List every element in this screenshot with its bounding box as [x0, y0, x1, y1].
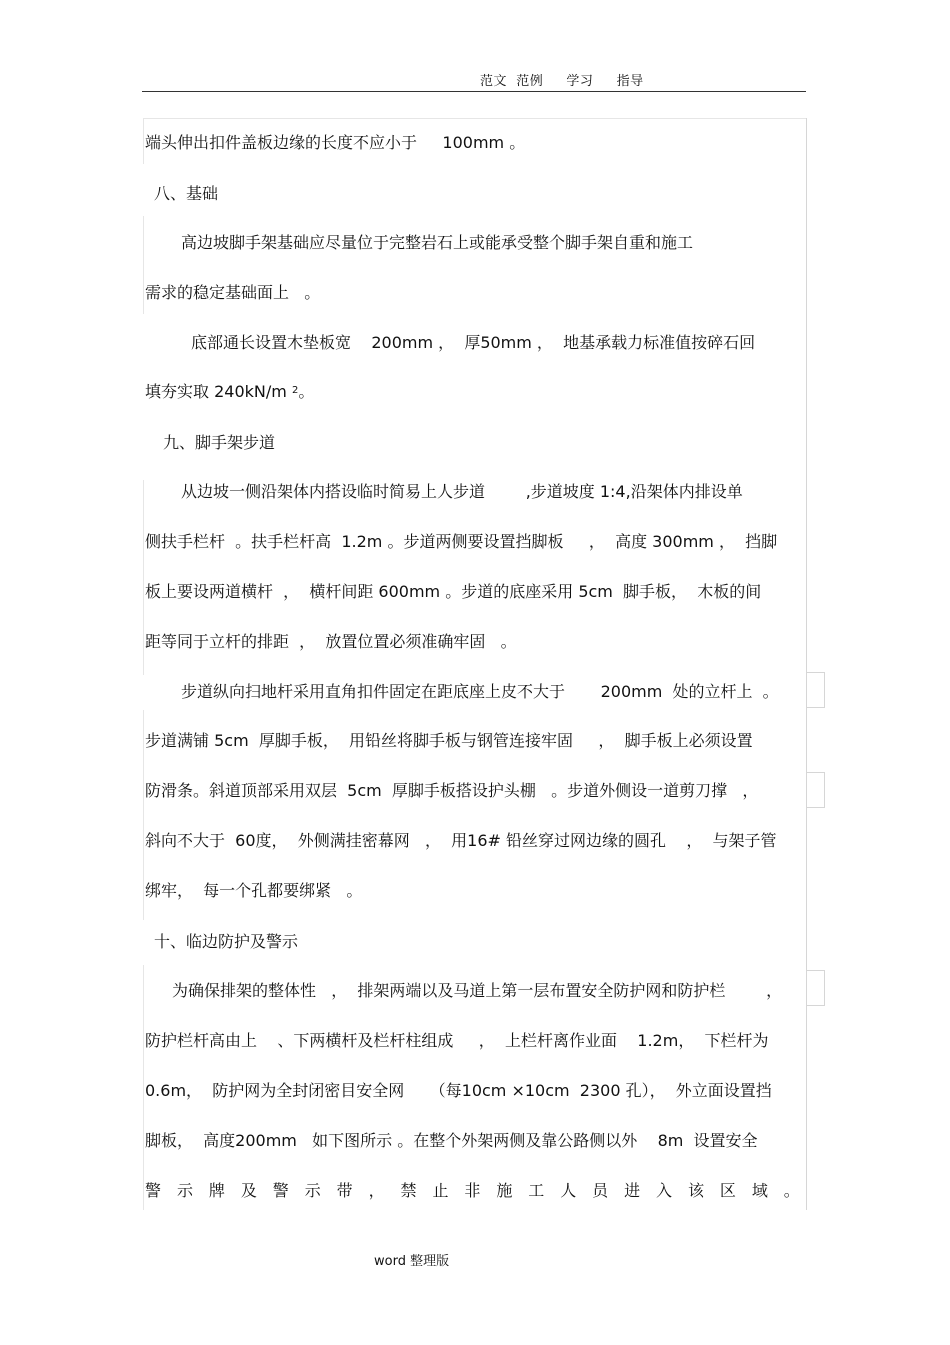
spaced-char: 非 — [464, 1181, 481, 1200]
frame-left-border — [143, 118, 144, 164]
frame-right-border — [806, 118, 807, 1210]
spaced-char: 区 — [719, 1181, 736, 1200]
body-line: 需求的稳定基础面上 。 — [145, 283, 321, 302]
body-line: 防滑条。斜道顶部采用双层 5cm 厚脚手板搭设护头棚 。步道外侧设一道剪刀撑 ， — [145, 781, 759, 800]
spaced-char: 。 — [783, 1181, 800, 1200]
body-line: 脚板， 高度200mm 如下图所示 。在整个外架两侧及靠公路侧以外 8m 设置安全 — [145, 1131, 758, 1150]
body-line: 0.6m， 防护网为全封闭密目安全网 （每10cm ×10cm 2300 孔）， 外立面设置挡 — [145, 1081, 772, 1100]
header-rule — [142, 91, 806, 92]
body-line: 斜向不大于 60度， 外侧满挂密幕网 ， 用16# 铅丝穿过网边缘的圆孔 ， 与架子管 — [145, 831, 777, 850]
spaced-char: 带 — [336, 1181, 353, 1200]
spaced-char: 该 — [687, 1181, 704, 1200]
body-line: 高边坡脚手架基础应尽量位于完整岩石上或能承受整个脚手架自重和施工 — [181, 233, 694, 252]
spaced-char: 示 — [304, 1181, 321, 1200]
frame-notch — [806, 672, 825, 708]
spaced-char: 人 — [560, 1181, 577, 1200]
page-header: 范文 范例 学习 指导 — [480, 74, 644, 89]
frame-left-border — [143, 216, 144, 314]
section-heading: 九、脚手架步道 — [163, 433, 276, 452]
superscript: 2 — [291, 385, 299, 396]
spaced-char: 禁 — [400, 1181, 417, 1200]
spaced-char: 工 — [528, 1181, 545, 1200]
body-line: 板上要设两道横杆 ， 横杆间距 600mm 。步道的底座采用 5cm 脚手板， 木板的间 — [145, 582, 762, 601]
spaced-char: 施 — [496, 1181, 513, 1200]
body-line: 绑牢， 每一个孔都要绑紧 。 — [145, 881, 363, 900]
frame-notch — [806, 772, 825, 808]
body-line: 步道纵向扫地杆采用直角扣件固定在距底座上皮不大于 200mm 处的立杆上 。 — [181, 682, 779, 701]
body-line: 步道满铺 5cm 厚脚手板， 用铅丝将脚手板与钢管连接牢固 ， 脚手板上必须设置 — [145, 731, 753, 750]
body-line: 从边坡一侧沿架体内搭设临时简易上人步道 ,步道坡度 1:4,沿架体内排设单 — [181, 482, 743, 501]
spaced-char: 员 — [592, 1181, 609, 1200]
frame-left-border — [143, 480, 144, 675]
body-line: 为确保排架的整体性 ， 排架两端以及马道上第一层布置安全防护网和防护栏 ， — [172, 981, 783, 1000]
body-line: 防护栏杆高由上 、下两横杆及栏杆柱组成 ， 上栏杆离作业面 1.2m， 下栏杆为 — [145, 1031, 769, 1050]
spaced-char: 示 — [176, 1181, 193, 1200]
spaced-char: 进 — [624, 1181, 641, 1200]
spaced-char: 警 — [272, 1181, 289, 1200]
frame-left-border — [143, 965, 144, 1210]
spaced-char: 域 — [751, 1181, 768, 1200]
spaced-char: 止 — [432, 1181, 449, 1200]
body-line: 端头伸出扣件盖板边缘的长度不应小于 100mm 。 — [145, 133, 526, 152]
body-line: 底部通长设置木垫板宽 200mm ， 厚50mm ， 地基承载力标准值按碎石回 — [191, 333, 756, 352]
frame-top-border — [143, 118, 806, 119]
body-line — [145, 381, 314, 403]
spaced-char: ， — [368, 1181, 385, 1200]
spaced-char: 及 — [240, 1181, 257, 1200]
spaced-char: 警 — [145, 1181, 162, 1200]
body-text: 填夯实取 240kN/m — [145, 382, 287, 401]
body-text: 。 — [298, 382, 315, 401]
frame-notch — [806, 970, 825, 1006]
spaced-char: 入 — [656, 1181, 673, 1200]
body-line: 距等同于立杆的排距 ， 放置位置必须准确牢固 。 — [145, 632, 517, 651]
body-line: 侧扶手栏杆 。扶手栏杆高 1.2m 。步道两侧要设置挡脚板 ， 高度 300mm ， 挡脚 — [145, 532, 778, 551]
spaced-char: 牌 — [208, 1181, 225, 1200]
frame-left-border — [143, 710, 144, 920]
page-footer: word 整理版 — [374, 1254, 450, 1269]
section-heading: 八、基础 — [154, 184, 219, 203]
section-heading: 十、临边防护及警示 — [154, 932, 299, 951]
body-line-justified — [145, 1180, 800, 1202]
